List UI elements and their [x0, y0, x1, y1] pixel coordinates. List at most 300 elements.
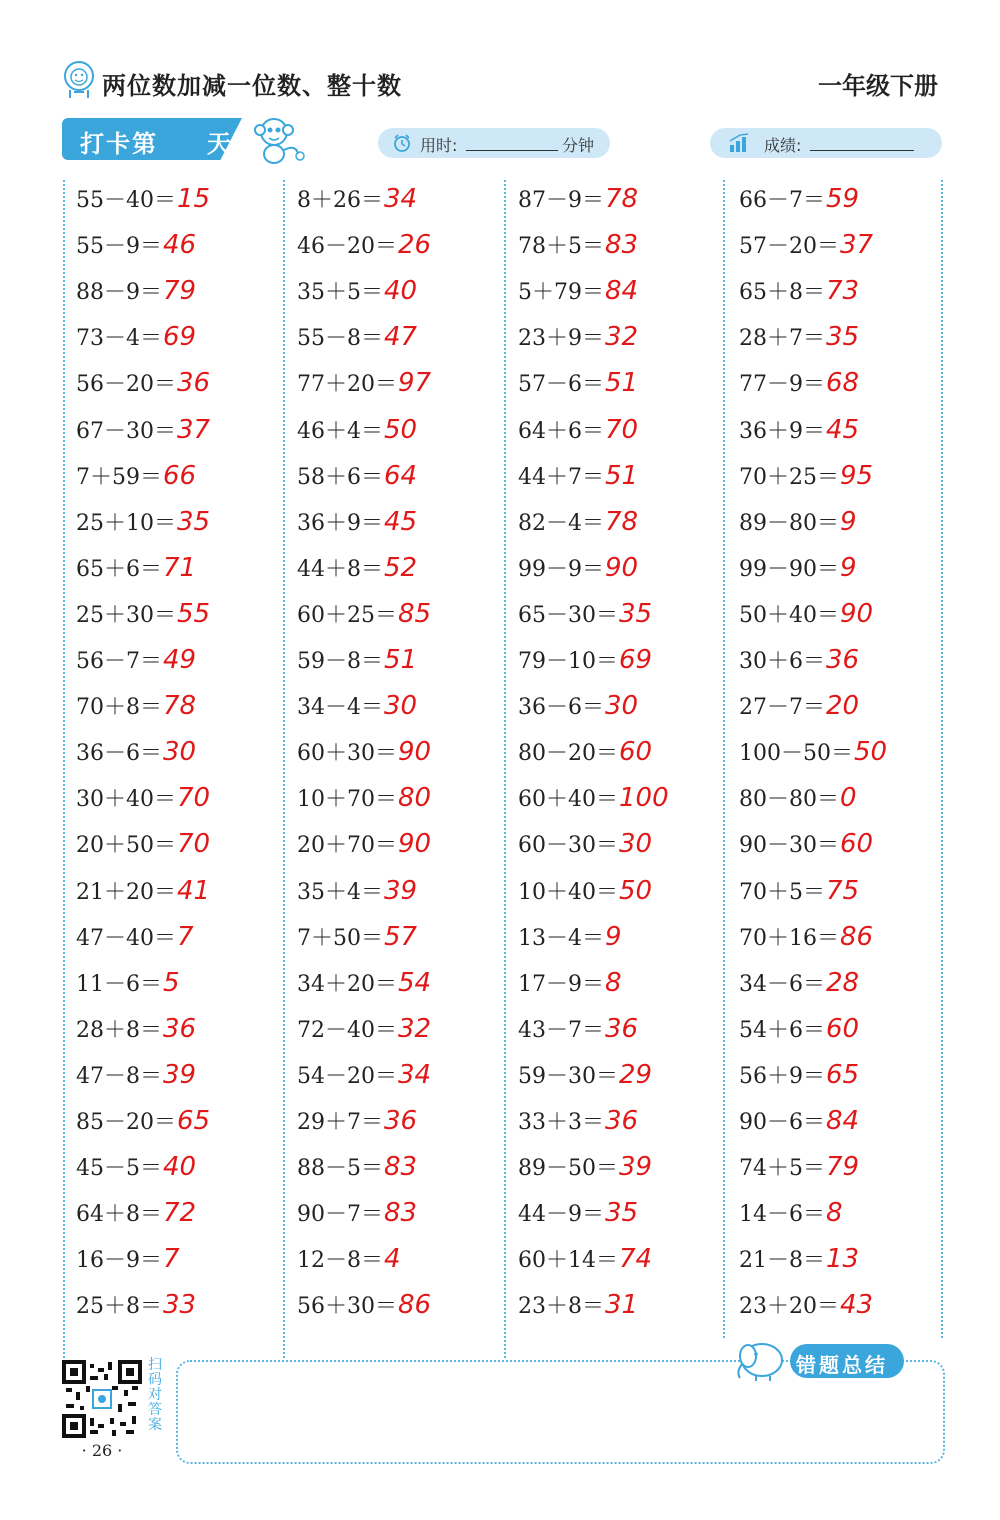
handwritten-answer[interactable]: 79 — [163, 276, 197, 307]
equation-text: 43－7＝ — [518, 1017, 604, 1043]
handwritten-answer[interactable]: 69 — [619, 645, 653, 675]
exercise-row — [297, 598, 431, 638]
time-field — [378, 128, 610, 158]
handwritten-answer[interactable]: 83 — [605, 230, 639, 261]
exercise-row — [518, 460, 638, 500]
handwritten-answer[interactable]: 95 — [840, 460, 874, 491]
exercise-row — [297, 1243, 401, 1283]
handwritten-answer[interactable]: 78 — [605, 506, 639, 537]
equation-text: 73－4＝ — [76, 326, 162, 352]
handwritten-answer[interactable]: 74 — [619, 1244, 653, 1275]
equation-text: 99－90＝ — [739, 556, 839, 582]
column-divider — [283, 180, 285, 1358]
handwritten-answer[interactable]: 28 — [826, 967, 860, 998]
exercise-row — [76, 967, 180, 1007]
handwritten-answer[interactable]: 84 — [826, 1106, 860, 1136]
equation-text: 47－40＝ — [76, 925, 176, 951]
exercise-row — [297, 644, 417, 684]
day-label-prefix: 打卡第 — [80, 130, 158, 158]
exercise-row — [739, 414, 859, 454]
exercise-row — [739, 1059, 859, 1099]
equation-text: 36－6＝ — [518, 695, 604, 721]
handwritten-answer[interactable]: 30 — [163, 737, 197, 768]
handwritten-answer[interactable]: 46 — [163, 230, 197, 261]
equation-text: 46－20＝ — [297, 234, 397, 260]
exercise-row — [297, 1151, 417, 1191]
exercise-row — [297, 1289, 431, 1329]
exercise-row — [518, 1105, 638, 1145]
handwritten-answer[interactable]: 50 — [854, 737, 888, 768]
handwritten-answer[interactable]: 34 — [384, 184, 418, 214]
equation-text: 70＋16＝ — [739, 925, 839, 951]
handwritten-answer[interactable]: 70 — [177, 783, 211, 814]
exercise-row — [518, 367, 638, 407]
exercise-row — [76, 828, 210, 868]
equation-text: 7＋59＝ — [76, 464, 162, 490]
equation-text: 7＋50＝ — [297, 925, 383, 951]
handwritten-answer[interactable]: 26 — [398, 230, 432, 261]
handwritten-answer[interactable]: 36 — [826, 645, 860, 675]
handwritten-answer[interactable]: 35 — [177, 506, 211, 537]
equation-text: 65－30＝ — [518, 602, 618, 628]
handwritten-answer[interactable]: 40 — [163, 1152, 197, 1183]
time-blank[interactable] — [466, 150, 558, 151]
exercise-row — [739, 875, 859, 915]
handwritten-answer[interactable]: 85 — [398, 598, 432, 629]
equation-text: 80－80＝ — [739, 787, 839, 813]
handwritten-answer[interactable]: 59 — [826, 184, 860, 214]
equation-text: 20＋50＝ — [76, 833, 176, 859]
equation-text: 17－9＝ — [518, 971, 604, 997]
exercise-row — [297, 1197, 417, 1237]
equation-text: 70＋25＝ — [739, 464, 839, 490]
equation-text: 25＋8＝ — [76, 1294, 162, 1320]
handwritten-answer[interactable]: 83 — [384, 1152, 418, 1183]
exercise-row — [297, 782, 431, 822]
handwritten-answer[interactable]: 52 — [384, 552, 418, 583]
exercise-row — [739, 1105, 859, 1145]
exercise-row — [518, 506, 638, 546]
handwritten-answer[interactable]: 9 — [840, 552, 857, 583]
handwritten-answer[interactable]: 51 — [384, 645, 418, 675]
equation-text: 55－40＝ — [76, 188, 176, 213]
handwritten-answer[interactable]: 78 — [605, 184, 639, 214]
exercise-row — [739, 1243, 859, 1283]
lion-logo-icon — [62, 60, 96, 100]
exercise-row — [518, 1289, 638, 1329]
equation-text: 78＋5＝ — [518, 234, 604, 260]
equation-text: 33＋3＝ — [518, 1110, 604, 1135]
exercise-row — [739, 828, 873, 868]
exercise-row — [739, 736, 887, 776]
handwritten-answer[interactable]: 64 — [384, 460, 418, 491]
score-blank[interactable] — [810, 150, 914, 151]
exercise-row — [739, 921, 873, 961]
exercise-row — [76, 782, 210, 822]
exercise-row — [297, 229, 431, 269]
equation-text: 36＋9＝ — [297, 510, 383, 536]
exercise-row — [518, 1243, 652, 1283]
handwritten-answer[interactable]: 51 — [605, 368, 639, 399]
handwritten-answer[interactable]: 86 — [398, 1290, 432, 1321]
equation-text: 60＋40＝ — [518, 787, 618, 813]
equation-text: 90－7＝ — [297, 1202, 383, 1228]
exercise-row — [297, 967, 431, 1007]
exercise-row — [76, 367, 210, 407]
equation-text: 56＋9＝ — [739, 1063, 825, 1089]
page-title: 两位数加减一位数、整十数 — [102, 72, 402, 100]
exercise-row — [518, 875, 652, 915]
exercise-row — [739, 460, 873, 500]
exercise-row — [518, 183, 638, 223]
handwritten-answer[interactable]: 50 — [384, 414, 418, 445]
handwritten-answer[interactable]: 90 — [398, 829, 432, 860]
handwritten-answer[interactable]: 36 — [177, 368, 211, 399]
handwritten-answer[interactable]: 39 — [619, 1152, 653, 1183]
handwritten-answer[interactable]: 84 — [605, 276, 639, 307]
equation-text: 56＋30＝ — [297, 1294, 397, 1320]
handwritten-answer[interactable]: 60 — [840, 829, 874, 860]
equation-text: 88－9＝ — [76, 280, 162, 306]
exercise-row — [739, 1013, 859, 1053]
equation-text: 35＋5＝ — [297, 280, 383, 306]
exercise-row — [518, 1151, 652, 1191]
handwritten-answer[interactable]: 40 — [384, 276, 418, 307]
exercise-row — [518, 552, 638, 592]
exercise-row — [518, 736, 652, 776]
exercise-row — [76, 1105, 210, 1145]
exercise-row — [76, 275, 196, 315]
handwritten-answer[interactable]: 65 — [826, 1059, 860, 1090]
equation-text: 64＋8＝ — [76, 1202, 162, 1228]
handwritten-answer[interactable]: 97 — [398, 368, 432, 399]
equation-text: 59－30＝ — [518, 1063, 618, 1089]
equation-text: 89－50＝ — [518, 1156, 618, 1182]
equation-text: 44＋7＝ — [518, 464, 604, 490]
error-summary-label: 错题总结 — [796, 1353, 888, 1377]
exercise-row — [518, 275, 638, 315]
exercise-row — [297, 875, 417, 915]
handwritten-answer[interactable]: 49 — [163, 645, 197, 675]
exercise-row — [297, 690, 417, 730]
handwritten-answer[interactable]: 60 — [826, 1013, 860, 1044]
handwritten-answer[interactable]: 39 — [163, 1059, 197, 1090]
handwritten-answer[interactable]: 69 — [163, 322, 197, 353]
exercise-row — [76, 598, 210, 638]
equation-text: 23＋8＝ — [518, 1294, 604, 1320]
handwritten-answer[interactable]: 8 — [605, 967, 622, 998]
exercise-row — [739, 506, 857, 546]
handwritten-answer[interactable]: 41 — [177, 875, 211, 906]
handwritten-answer[interactable]: 60 — [619, 737, 653, 768]
equation-text: 99－9＝ — [518, 556, 604, 582]
exercise-row — [739, 782, 857, 822]
handwritten-answer[interactable]: 55 — [177, 598, 211, 629]
equation-text: 74＋5＝ — [739, 1156, 825, 1182]
exercise-row — [76, 552, 196, 592]
equation-text: 60＋25＝ — [297, 602, 397, 628]
handwritten-answer[interactable]: 20 — [826, 691, 860, 722]
exercise-row — [518, 782, 669, 822]
column-divider — [504, 180, 506, 1358]
exercise-row — [518, 598, 652, 638]
handwritten-answer[interactable]: 72 — [163, 1198, 197, 1229]
alarm-clock-icon — [392, 133, 412, 153]
exercise-row — [518, 828, 652, 868]
handwritten-answer[interactable]: 90 — [398, 737, 432, 768]
equation-text: 65＋6＝ — [76, 556, 162, 582]
equation-text: 35＋4＝ — [297, 879, 383, 905]
equation-text: 58＋6＝ — [297, 464, 383, 490]
exercise-row — [76, 644, 196, 684]
exercise-row — [518, 1197, 638, 1237]
handwritten-answer[interactable]: 32 — [605, 322, 639, 353]
equation-text: 30＋40＝ — [76, 787, 176, 813]
handwritten-answer[interactable]: 47 — [384, 322, 418, 353]
handwritten-answer[interactable]: 0 — [840, 783, 857, 814]
equation-text: 47－8＝ — [76, 1063, 162, 1089]
exercise-row — [739, 183, 859, 223]
column-divider — [723, 180, 725, 1338]
equation-text: 56－20＝ — [76, 372, 176, 398]
column-divider — [63, 180, 65, 1358]
equation-text: 28＋8＝ — [76, 1017, 162, 1043]
equation-text: 57－20＝ — [739, 234, 839, 260]
handwritten-answer[interactable]: 30 — [619, 829, 653, 860]
handwritten-answer[interactable]: 43 — [840, 1290, 874, 1321]
exercise-row — [297, 1013, 431, 1053]
equation-text: 30＋6＝ — [739, 649, 825, 674]
handwritten-answer[interactable]: 4 — [384, 1244, 401, 1275]
handwritten-answer[interactable]: 80 — [398, 783, 432, 814]
handwritten-answer[interactable]: 86 — [840, 921, 874, 952]
equation-text: 57－6＝ — [518, 372, 604, 398]
equation-text: 28＋7＝ — [739, 326, 825, 352]
column-divider — [941, 180, 943, 1338]
equation-text: 23＋9＝ — [518, 326, 604, 352]
handwritten-answer[interactable]: 50 — [619, 875, 653, 906]
equation-text: 55－9＝ — [76, 234, 162, 260]
equation-text: 44＋8＝ — [297, 556, 383, 582]
exercise-row — [76, 460, 196, 500]
exercise-row — [297, 275, 417, 315]
day-label-suffix: 天 — [207, 130, 231, 158]
equation-text: 59－8＝ — [297, 649, 383, 674]
exercise-row — [76, 229, 196, 269]
handwritten-answer[interactable]: 36 — [605, 1106, 639, 1136]
exercise-row — [739, 1151, 859, 1191]
exercise-row — [76, 875, 210, 915]
equation-text: 23＋20＝ — [739, 1294, 839, 1320]
handwritten-answer[interactable]: 30 — [384, 691, 418, 722]
handwritten-answer[interactable]: 35 — [826, 322, 860, 353]
handwritten-answer[interactable]: 45 — [826, 414, 860, 445]
exercise-row — [297, 506, 417, 546]
equation-text: 65＋8＝ — [739, 280, 825, 306]
handwritten-answer[interactable]: 100 — [619, 783, 669, 814]
exercise-row — [518, 921, 622, 961]
exercise-row — [297, 1059, 431, 1099]
equation-text: 70＋8＝ — [76, 695, 162, 721]
handwritten-answer[interactable]: 7 — [177, 921, 194, 952]
handwritten-answer[interactable]: 31 — [605, 1290, 639, 1321]
equation-text: 82－4＝ — [518, 510, 604, 536]
handwritten-answer[interactable]: 35 — [619, 598, 653, 629]
exercise-row — [76, 183, 210, 223]
handwritten-answer[interactable]: 73 — [826, 276, 860, 307]
exercise-row — [297, 1105, 417, 1145]
exercise-row — [518, 229, 638, 269]
equation-text: 60＋30＝ — [297, 741, 397, 767]
exercise-row — [76, 414, 210, 454]
exercise-row — [297, 321, 417, 361]
exercise-row — [518, 1013, 638, 1053]
equation-text: 66－7＝ — [739, 188, 825, 213]
handwritten-answer[interactable]: 9 — [840, 506, 857, 537]
equation-text: 34－4＝ — [297, 695, 383, 721]
handwritten-answer[interactable]: 8 — [826, 1198, 843, 1229]
handwritten-answer[interactable]: 7 — [163, 1244, 180, 1275]
equation-text: 50＋40＝ — [739, 602, 839, 628]
equation-text: 36－6＝ — [76, 741, 162, 767]
equation-text: 11－6＝ — [76, 971, 162, 997]
exercise-row — [76, 1197, 196, 1237]
equation-text: 25＋10＝ — [76, 510, 176, 536]
handwritten-answer[interactable]: 9 — [605, 921, 622, 952]
equation-text: 77＋20＝ — [297, 372, 397, 398]
equation-text: 10＋70＝ — [297, 787, 397, 813]
exercise-row — [739, 229, 873, 269]
handwritten-answer[interactable]: 30 — [605, 691, 639, 722]
equation-text: 21－8＝ — [739, 1248, 825, 1274]
exercise-row — [739, 275, 859, 315]
handwritten-answer[interactable]: 75 — [826, 875, 860, 906]
elephant-mascot-icon — [732, 1336, 792, 1382]
equation-text: 67－30＝ — [76, 418, 176, 444]
handwritten-answer[interactable]: 15 — [177, 184, 211, 214]
handwritten-answer[interactable]: 65 — [177, 1106, 211, 1136]
handwritten-answer[interactable]: 36 — [384, 1106, 418, 1136]
handwritten-answer[interactable]: 37 — [177, 414, 211, 445]
handwritten-answer[interactable]: 32 — [398, 1013, 432, 1044]
equation-text: 87－9＝ — [518, 188, 604, 213]
equation-text: 88－5＝ — [297, 1156, 383, 1182]
equation-text: 60＋14＝ — [518, 1248, 618, 1274]
equation-text: 13－4＝ — [518, 925, 604, 951]
handwritten-answer[interactable]: 51 — [605, 460, 639, 491]
equation-text: 77－9＝ — [739, 372, 825, 398]
exercise-row — [297, 736, 431, 776]
handwritten-answer[interactable]: 34 — [398, 1059, 432, 1090]
handwritten-answer[interactable]: 78 — [163, 691, 197, 722]
equation-text: 25＋30＝ — [76, 602, 176, 628]
qr-code-icon[interactable] — [62, 1360, 142, 1438]
equation-text: 54＋6＝ — [739, 1017, 825, 1043]
scan-for-answers-label: 扫码对答案 — [148, 1357, 162, 1433]
equation-text: 44－9＝ — [518, 1202, 604, 1228]
handwritten-answer[interactable]: 57 — [384, 921, 418, 952]
exercise-row — [518, 967, 622, 1007]
handwritten-answer[interactable]: 37 — [840, 230, 874, 261]
time-unit: 分钟 — [562, 136, 595, 155]
exercise-row — [739, 644, 859, 684]
equation-text: 89－80＝ — [739, 510, 839, 536]
monkey-mascot-icon — [248, 114, 308, 166]
equation-text: 79－10＝ — [518, 649, 618, 674]
score-label: 成绩: — [764, 136, 802, 155]
handwritten-answer[interactable]: 90 — [840, 598, 874, 629]
equation-text: 10＋40＝ — [518, 879, 618, 905]
equation-text: 27－7＝ — [739, 695, 825, 721]
exercise-row — [297, 828, 431, 868]
equation-text: 90－30＝ — [739, 833, 839, 859]
exercise-row — [739, 598, 873, 638]
handwritten-answer[interactable]: 39 — [384, 875, 418, 906]
handwritten-answer[interactable]: 29 — [619, 1059, 653, 1090]
handwritten-answer[interactable]: 70 — [177, 829, 211, 860]
exercise-row — [76, 1243, 180, 1283]
exercise-row — [739, 967, 859, 1007]
equation-text: 29＋7＝ — [297, 1110, 383, 1135]
exercise-row — [518, 321, 638, 361]
exercise-row — [518, 414, 638, 454]
handwritten-answer[interactable]: 36 — [163, 1013, 197, 1044]
time-label: 用时: — [420, 136, 458, 155]
exercise-row — [739, 367, 859, 407]
equation-text: 46＋4＝ — [297, 418, 383, 444]
handwritten-answer[interactable]: 71 — [163, 552, 197, 583]
equation-text: 80－20＝ — [518, 741, 618, 767]
equation-text: 14－6＝ — [739, 1202, 825, 1228]
exercise-row — [76, 921, 194, 961]
equation-text: 5＋79＝ — [518, 280, 604, 306]
page-number: · 26 · — [81, 1441, 123, 1460]
equation-text: 54－20＝ — [297, 1063, 397, 1089]
equation-text: 55－8＝ — [297, 326, 383, 352]
handwritten-answer[interactable]: 33 — [163, 1290, 197, 1321]
handwritten-answer[interactable]: 5 — [163, 967, 180, 998]
exercise-row — [297, 414, 417, 454]
handwritten-answer[interactable]: 35 — [605, 1198, 639, 1229]
exercise-row — [518, 690, 638, 730]
handwritten-answer[interactable]: 68 — [826, 368, 860, 399]
equation-text: 16－9＝ — [76, 1248, 162, 1274]
handwritten-answer[interactable]: 66 — [163, 460, 197, 491]
handwritten-answer[interactable]: 54 — [398, 967, 432, 998]
handwritten-answer[interactable]: 79 — [826, 1152, 860, 1183]
handwritten-answer[interactable]: 13 — [826, 1244, 860, 1275]
exercise-row — [76, 1013, 196, 1053]
exercise-row — [297, 183, 417, 223]
exercise-row — [518, 644, 652, 684]
exercise-row — [518, 1059, 652, 1099]
equation-text: 36＋9＝ — [739, 418, 825, 444]
handwritten-answer[interactable]: 36 — [605, 1013, 639, 1044]
exercise-row — [297, 367, 431, 407]
handwritten-answer[interactable]: 70 — [605, 414, 639, 445]
equation-text: 90－6＝ — [739, 1110, 825, 1135]
bar-growth-icon — [728, 133, 750, 153]
exercise-row — [739, 1289, 873, 1329]
exercise-row — [297, 921, 417, 961]
handwritten-answer[interactable]: 83 — [384, 1198, 418, 1229]
handwritten-answer[interactable]: 90 — [605, 552, 639, 583]
exercise-row — [76, 1151, 196, 1191]
exercise-row — [76, 1059, 196, 1099]
exercise-row — [739, 1197, 843, 1237]
grade-label: 一年级下册 — [818, 72, 938, 100]
handwritten-answer[interactable]: 45 — [384, 506, 418, 537]
